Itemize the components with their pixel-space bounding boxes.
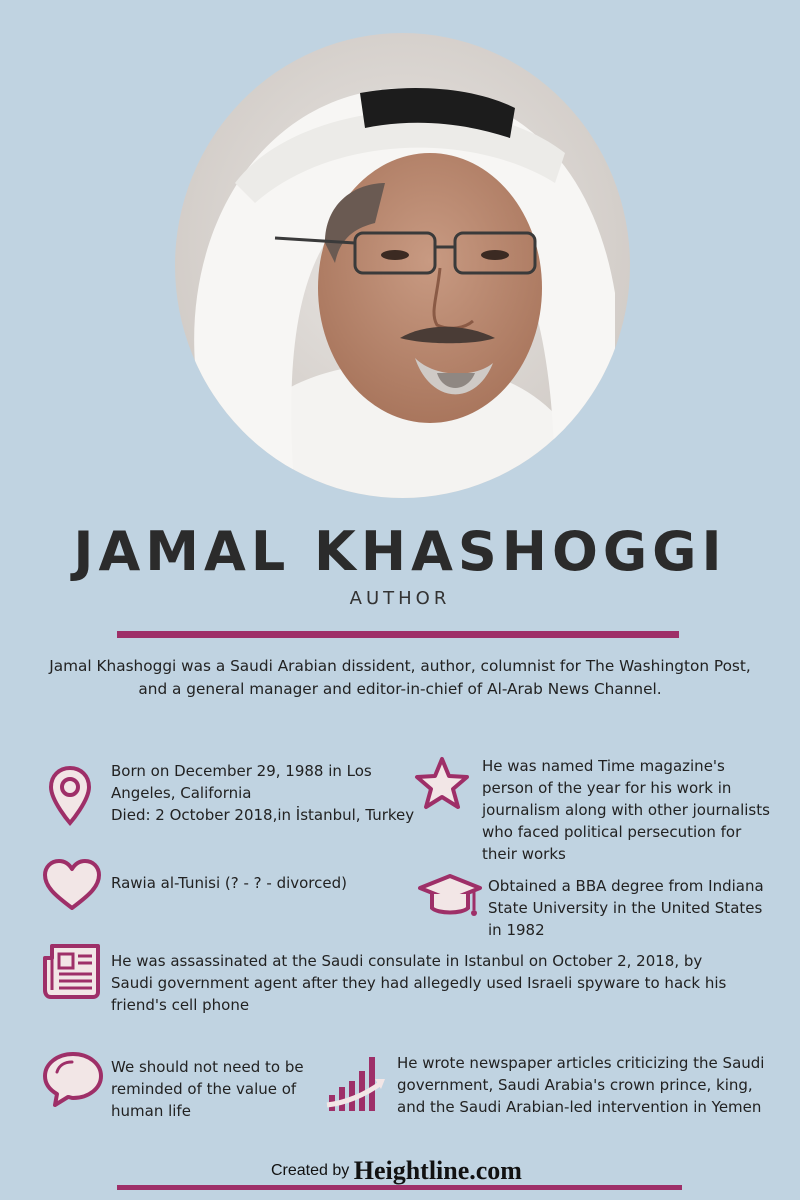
fact-line: State University in the United States [488,899,763,917]
fact-line: He wrote newspaper articles criticizing the Saudi [397,1054,765,1072]
star-icon [413,755,471,811]
fact-line: He was named Time magazine's [482,757,725,775]
fact-line: He was assassinated at the Saudi consulate in Istanbul on October 2, 2018, by [111,952,703,970]
fact-line: their works [482,845,566,863]
spouse-fact [111,872,411,894]
brand-logo: Heightline.com [353,1156,522,1185]
fact-line: and the Saudi Arabian-led intervention in Yemen [397,1098,762,1116]
fact-line: Angeles, California [111,784,252,802]
work-fact [397,1052,797,1118]
fact-line: government, Saudi Arabia's crown prince, king, [397,1076,753,1094]
divider-top [117,631,679,638]
portrait-photo [175,33,630,498]
fact-line: Obtained a BBA degree from Indiana [488,877,764,895]
fact-line: Died: 2 October 2018,in İstanbul, Turkey [111,806,415,824]
fact-line: who faced political persecution for [482,823,742,841]
award-fact [482,755,797,865]
growth-chart-icon [325,1053,387,1115]
fact-line: in 1982 [488,921,545,939]
fact-line: Saudi government agent after they had allegedly used Israeli spyware to hack his [111,974,727,992]
fact-line: friend's cell phone [111,996,250,1014]
heart-icon [42,858,102,912]
location-pin-icon [48,765,92,827]
fact-line: reminded of the value of [111,1080,297,1098]
person-role: AUTHOR [349,588,451,609]
speech-bubble-icon [42,1050,104,1108]
newspaper-icon [42,942,102,1000]
divider-bottom [117,1185,682,1190]
fact-line: person of the year for his work in [482,779,732,797]
created-by-label: Created by [271,1162,350,1179]
fact-line: human life [111,1102,191,1120]
intro-line: and a general manager and editor-in-chief of Al-Arab News Channel. [138,680,662,698]
education-fact [488,875,793,941]
graduation-cap-icon [418,872,482,922]
intro-paragraph [0,655,800,701]
death-fact [111,950,791,1016]
intro-line: Jamal Khashoggi was a Saudi Arabian dissident, author, columnist for The Washington Post, [49,657,751,675]
quote-fact [111,1056,341,1122]
birth-fact [111,760,431,826]
fact-line: journalism along with other journalists [482,801,770,819]
fact-line: Rawia al-Tunisi (? - ? - divorced) [111,874,347,892]
person-name: JAMAL KHASHOGGI [73,520,727,583]
fact-line: We should not need to be [111,1058,304,1076]
footer-credit [271,1156,571,1186]
fact-line: Born on December 29, 1988 in Los [111,762,372,780]
